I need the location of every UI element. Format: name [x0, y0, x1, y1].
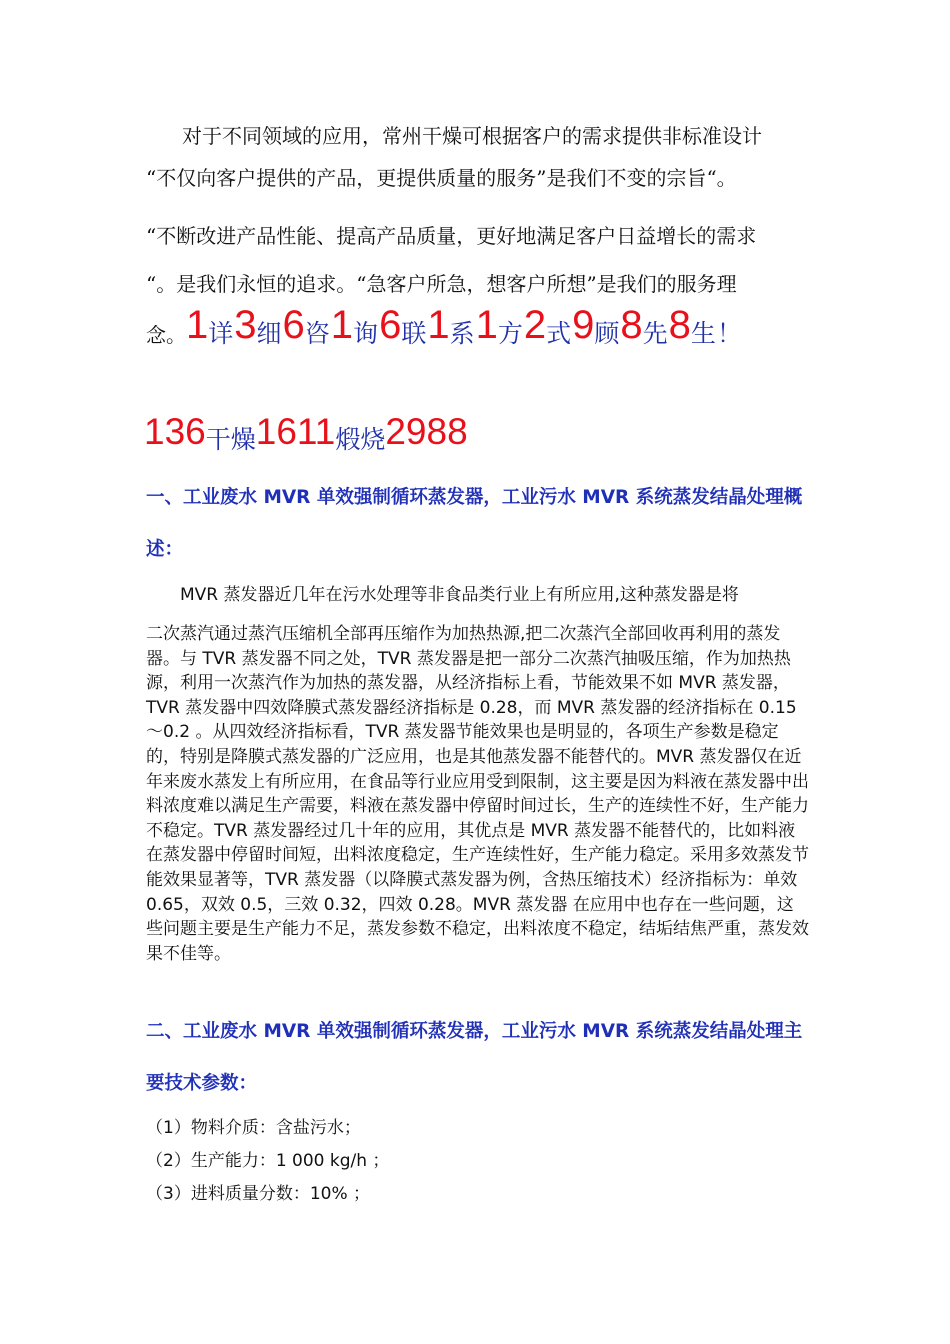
section1-first-line: MVR 蒸发器近几年在污水处理等非食品类行业上有所应用,这种蒸发器是将: [180, 585, 739, 605]
contact-char: 式: [546, 319, 573, 348]
contact-char: 询: [353, 319, 380, 348]
contact-digit: 8: [620, 303, 643, 347]
contact-digit: 2: [523, 303, 547, 347]
intro-line-2: “不仅向客户提供的产品，更提供质量的服务”是我们不变的宗旨“。: [146, 166, 737, 190]
contact-digit: 1: [330, 303, 354, 347]
contact-digit: 1: [186, 303, 209, 347]
contact-char: 咨: [304, 319, 331, 348]
phone-digits: 2988: [385, 411, 468, 452]
intro-line-4: “。是我们永恒的追求。“急客户所急，想客户所想”是我们的服务理: [146, 272, 737, 296]
contact-char: 先: [642, 319, 669, 348]
contact-line: [146, 300, 816, 362]
phone-digits: 136: [144, 411, 206, 452]
parameter-item: （3）进料质量分数：10% ；: [146, 1184, 371, 1204]
contact-char: 方: [497, 319, 524, 348]
contact-char: 系: [449, 319, 476, 348]
intro-line-3: “不断改进产品性能、提高产品质量，更好地满足客户日益增长的需求: [146, 224, 757, 248]
contact-char: 顾: [594, 319, 621, 348]
contact-digit: 3: [234, 303, 257, 347]
contact-char: 详: [208, 319, 235, 348]
intro-line-5-start: 念。: [146, 323, 186, 347]
contact-char: 细: [256, 319, 283, 348]
phone-char: 干燥: [205, 425, 256, 454]
intro-line-1: 对于不同领域的应用，常州干燥可根据客户的需求提供非标准设计: [182, 124, 762, 148]
contact-digit: 6: [379, 303, 402, 347]
section1-heading: 一、工业废水 MVR 单效强制循环蒸发器，工业污水 MVR 系统蒸发结晶处理概述：: [146, 487, 803, 560]
contact-digit: 8: [668, 303, 691, 347]
phone-char: 煅烧: [335, 425, 386, 454]
parameter-item: （1）物料介质：含盐污水；: [146, 1118, 361, 1138]
contact-char: 联: [401, 319, 428, 348]
parameter-item: （2）生产能力：1 000 kg/h ；: [146, 1151, 390, 1171]
phone-digits: 1611: [255, 411, 336, 452]
contact-digit: 9: [572, 303, 595, 347]
section1-body: 二次蒸汽通过蒸汽压缩机全部再压缩作为加热热源,把二次蒸汽全部回收再利用的蒸发器。与 TVR 蒸发器不同之处，TVR 蒸发器是把一部分二次蒸汽抽吸压缩，作为加热热源，利用一次蒸汽作为加热的蒸发器，从经济指标上看，节能效果不如 MVR 蒸发器，TVR 蒸发器中四效降膜式蒸发器经济指标是 0.28，而 MVR 蒸发器的经济指标在 0.15～0.2 。从四效经济指标看，TVR 蒸发器节能效果也是明显的，各项生产参数是稳定的，特别是降膜式蒸发器的广泛应用，也是其他蒸发器不能替代的。MVR 蒸发器仅在近年来废水蒸发上有所应用，在食品等行业应用受到限制，这主要是因为料液在蒸发器中出料浓度难以满足生产需要，料液在蒸发器中停留时间过长，生产的连续性不好，生产能力不稳定。TVR 蒸发器经过几十年的应用，其优点是 MVR 蒸发器不能替代的，比如料液在蒸发器中停留时间短，出料浓度稳定，生产连续性好，生产能力稳定。采用多效蒸发节能效果显著等，TVR 蒸发器（以降膜式蒸发器为例，含热压缩技术）经济指标为：单效 0.65，双效 0.5，三效 0.32，四效 0.28。MVR 蒸发器 在应用中也存在一些问题，这些问题主要是生产能力不足，蒸发参数不稳定，出料浓度不稳定，结垢结焦严重，蒸发效果不佳等。: [146, 624, 809, 964]
parameter-list: [146, 1112, 389, 1211]
contact-digit: 1: [475, 303, 498, 347]
contact-char: 生！: [690, 319, 743, 348]
section2-heading: 二、工业废水 MVR 单效强制循环蒸发器，工业污水 MVR 系统蒸发结晶处理主要技术参数：: [146, 1021, 803, 1094]
phone-line: [144, 404, 468, 471]
contact-digit: 6: [282, 303, 305, 347]
contact-digit: 1: [427, 303, 450, 347]
